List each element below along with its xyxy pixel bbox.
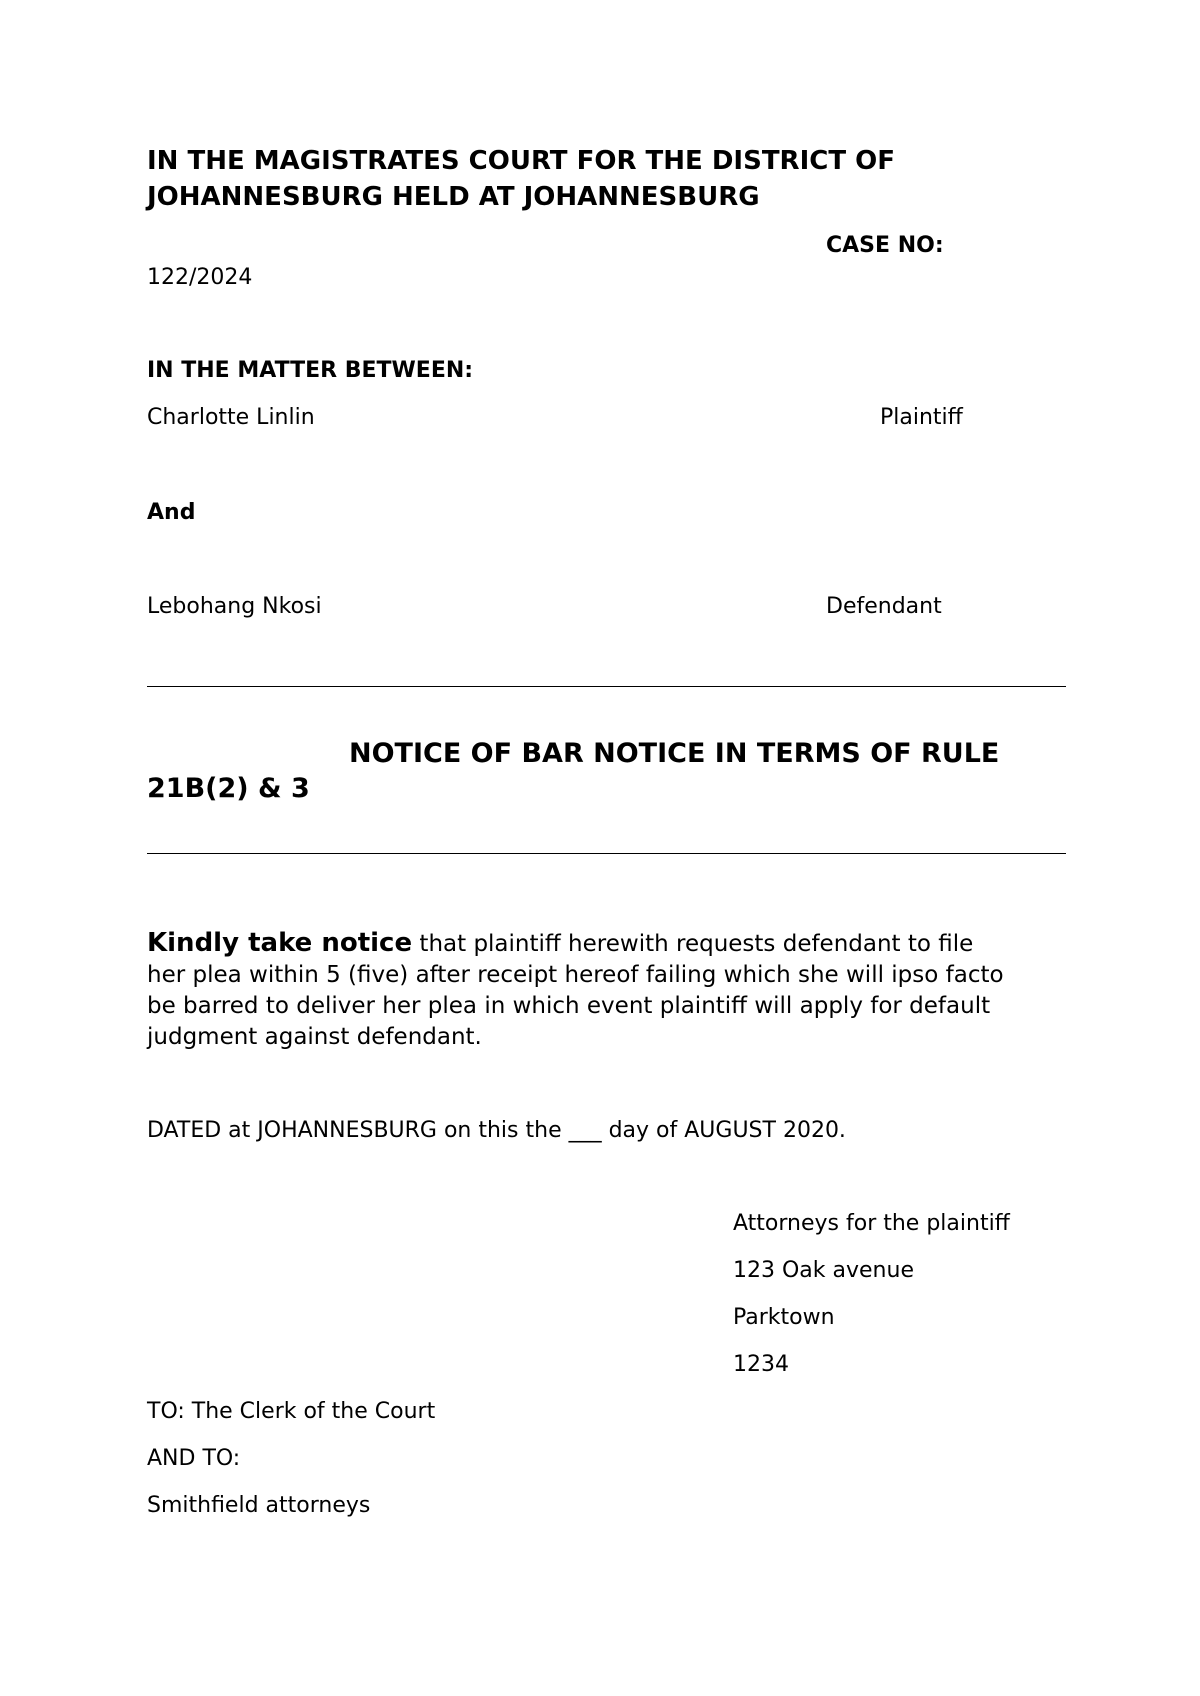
plaintiff-name: Charlotte Linlin [147,405,315,430]
and-label: And [147,500,196,525]
other-party-attorneys: Smithfield attorneys [147,1493,371,1518]
court-title-line-2: JOHANNESBURG HELD AT JOHANNESBURG [147,182,760,212]
to-clerk: TO: The Clerk of the Court [147,1399,436,1424]
plaintiff-role: Plaintiff [880,405,963,430]
divider-top [147,686,1066,687]
case-number-label: CASE NO: [826,233,944,258]
defendant-role: Defendant [826,594,942,619]
body-line-1-rest: that plaintiff herewith requests defendant to file [412,931,974,957]
dated-line: DATED at JOHANNESBURG on this the ___ day of AUGUST 2020. [147,1118,846,1143]
notice-body [147,928,1077,1053]
case-number: 122/2024 [147,265,253,290]
and-to-label: AND TO: [147,1446,241,1471]
body-line-1 [147,928,1077,960]
court-title-line-1: IN THE MAGISTRATES COURT FOR THE DISTRICT OF [147,146,895,176]
body-line-4: judgment against defendant. [147,1024,482,1050]
court-title [147,143,895,215]
body-lead: Kindly take notice [147,928,413,958]
notice-title-line-2: 21B(2) & 3 [147,773,310,804]
attorneys-code: 1234 [733,1352,789,1377]
notice-title-line-1: NOTICE OF BAR NOTICE IN TERMS OF RULE [349,738,1000,769]
divider-bottom [147,853,1066,854]
attorneys-role: Attorneys for the plaintiff [733,1211,1010,1236]
body-line-2: her plea within 5 (five) after receipt hereof failing which she will ipso facto [147,962,1004,988]
body-line-3: be barred to deliver her plea in which event plaintiff will apply for default [147,993,991,1019]
matter-heading: IN THE MATTER BETWEEN: [147,358,474,383]
defendant-name: Lebohang Nkosi [147,594,322,619]
attorneys-suburb: Parktown [733,1305,835,1330]
attorneys-street: 123 Oak avenue [733,1258,914,1283]
